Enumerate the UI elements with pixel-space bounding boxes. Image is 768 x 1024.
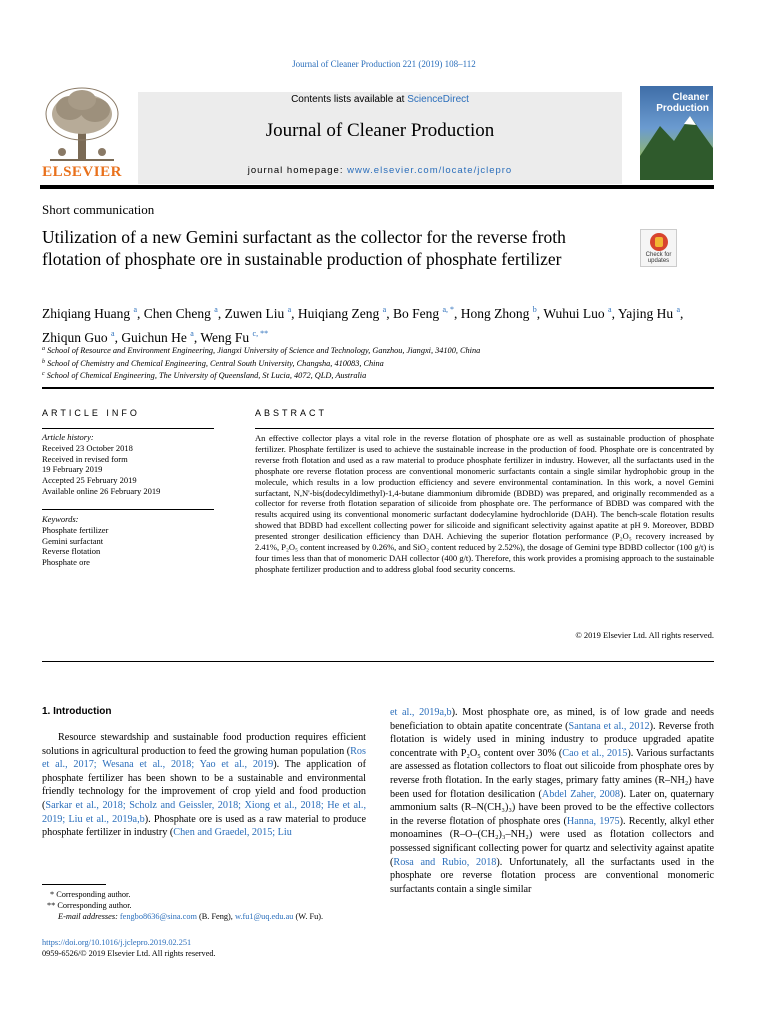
author-list: Zhiqiang Huang $^a$, Chen Cheng $^a$, Zuwen Liu $^a$, Huiqiang Zeng $^a$, Bo Feng $^{a, *}$, Hong Zhong $^b$, Wuhui Luo $^a$, Yajing Hu $^a$, Zhiqun Guo $^a$, Guichun He $^a$, Weng Fu $^{c, **}$ [42,305,684,345]
cover-title: Cleaner Production [656,92,709,114]
divider [42,509,214,510]
citation-link[interactable]: Ros et al., 2017; Wesana et al., 2018; Yao et al., 2019 [42,745,366,771]
body-text: ). Most phosphate ore, as mined, is of low grade and needs beneficiation to obtain apatite concentrate ( [390,707,714,732]
crossmark-icon [650,233,668,251]
citation-link[interactable]: Rosa and Rubio, 2018 [393,856,497,868]
body-text: ). Recently, alkyl ether monoamines (R–O–(CH₂)₃–NH₂) were used as flotation collectors and possessed significant collecting power for quartz and selectivity against apatite ( [390,815,714,868]
abstract-copyright: © 2019 Elsevier Ltd. All rights reserved. [575,630,714,640]
affiliation-key: c [42,371,45,377]
article-history [42,432,214,497]
abstract-text: An effective collector plays a vital role in the reverse flotation of phosphate ore as well as sustainable production of phosphate fertilizer. Phosphate fertilizer is used to achieve the sustainable increase in the production of food. Phosphate ore is concentrated by reverse froth flotation and used as a raw material to produce phosphate fertilizer in industry. However, all the surfactants used in the phosphate ore reverse flotation process are conventional monomeric surfactants contain a single similar hydrophobic group in the molecule, which results in a low production efficiency and severe environmental contamination. In this work, a novel Gemini surfactant, N,N'-bis(dodecyldimethyl)-1,4-butane diammonium dibromide (BDBD) was prepared, and originally recommended as a collector for reverse froth flotation separation of silicoide from phosphate ore. The performance of BDBD was compared with the results acquired using its conventional monomeric surfactant dodecylamine hydrochloride (DAH). The bench-scale flotation results showed that BDBD had excellent collecting power for silicoide and significant selectivity against apatite at pH 9. Moreover, BDBD presented stronger desilication efficiency than DAH. Achieving the superior flotation performance (P₂O₅ recovery increased by 2.41%, P₂O₅ content increased by 0.26%, and SiO₂ content reduced by 2.52%), the dosage of Gemini type BDBD collector (100 g/t) is four times less than that of monomeric DAH collector (400 g/t). Therefore, this work provides a promising approach to the sustainable phosphate fertilizer production and to address global food security concerns. [255,433,714,574]
divider [255,428,714,429]
citation-link[interactable]: Hanna, 1975 [566,815,620,827]
email-link-fu[interactable]: w.fu1@uq.edu.au [234,911,294,921]
author-name[interactable]: Zhiqun Guo [42,330,108,345]
author-name[interactable]: Weng Fu [200,330,250,345]
introduction-column-right [390,706,714,896]
body-text: ). Later on, quaternary ammonium salts (R–N(CH₃)₃) have been proved to be the effective collectors in the reverse flotation of phosphate ores ( [390,788,715,827]
author-name[interactable]: Yajing Hu [617,306,674,321]
author-name[interactable]: Zhiqiang Huang [42,306,131,321]
body-text: Resource stewardship and sustainable food production requires efficient solutions in agricultural production to feed the growing human population ( [42,732,366,757]
journal-cover-image[interactable] [640,86,713,180]
corresponding-author-2: ** Corresponding author. [47,900,132,910]
homepage-label: journal homepage: [247,165,348,176]
sciencedirect-link[interactable]: ScienceDirect [407,94,469,105]
elsevier-tree-logo [40,84,124,184]
doi-link[interactable]: https://doi.org/10.1016/j.jclepro.2019.02.251 [42,938,192,947]
author-name[interactable]: Zuwen Liu [224,306,285,321]
issn-line: 0959-6526/© 2019 Elsevier Ltd. All rights reserved. [42,948,216,958]
tree-icon [40,84,124,164]
history-item: Received 23 October 2018 [42,442,133,453]
author-name[interactable]: Chen Cheng [143,306,211,321]
author-name[interactable]: Guichun He [121,330,187,345]
affiliation-item [42,344,702,357]
history-item: Accepted 25 February 2019 [42,475,137,486]
article-info-heading: ARTICLE INFO [42,408,140,418]
author-affiliation-mark[interactable]: a [111,329,115,338]
affiliation-item [42,369,702,382]
elsevier-wordmark: ELSEVIER [42,164,122,180]
journal-banner [138,92,622,184]
body-text: ). Unfortunately, all the surfactants used in the phosphate ore reverse flotation process are conventional monomeric surfactants contain a single similar [390,856,714,895]
homepage-link[interactable]: www.elsevier.com/locate/jclepro [347,165,513,176]
author-name[interactable]: Huiqiang Zeng [297,306,380,321]
author-affiliation-mark[interactable]: b [532,305,537,314]
history-item: Received in revised form [42,453,128,464]
citation-line[interactable]: Journal of Cleaner Production 221 (2019) 108–112 [292,59,476,69]
affiliation-item [42,357,702,370]
keyword-item: Gemini surfactant [42,535,104,546]
email-addresses [42,912,372,923]
footnote-rule [42,884,106,885]
article-title: Utilization of a new Gemini surfactant as the collector for the reverse froth flotation of phosphate ore in sustainable production of phosphate fertilizer [42,227,566,269]
body-text: ). Phosphate ore is used as a raw material to produce phosphate fertilizer in industry ( [42,813,366,839]
body-text: ). The application of phosphate fertilizer has been shown to be a sustainable and environmental friendly technology for the improvement of crop yield and food production ( [42,759,367,811]
author-affiliation-mark[interactable]: c, ** [252,329,269,338]
history-item: Available online 26 February 2019 [42,485,161,496]
author-affiliation-mark[interactable]: a [133,305,138,314]
header-rule [40,185,714,189]
introduction-column-left [42,731,366,840]
author-affiliation-mark[interactable]: a [287,305,292,314]
author-affiliation-mark[interactable]: a [382,305,387,314]
citation-link[interactable]: Sarkar et al., 2018; Scholz and Geissler, 2018; Xiong et al., 2018; He et al., 2019; Liu et al., 2019a,b [42,799,366,825]
keyword-item: Reverse flotation [42,546,101,557]
email-name-fu: (W. Fu). [293,911,324,921]
corresponding-author-1: * Corresponding author. [50,890,131,899]
keywords-list [42,525,214,568]
affiliation-text: School of Resource and Environment Engineering, Jiangxi University of Science and Technology, Ganzhou, Jiangxi, 34100, China [47,346,481,355]
abstract-heading: ABSTRACT [255,408,328,418]
doi-block [42,938,372,960]
divider [42,428,214,429]
citation-link[interactable]: Cao et al., 2015 [562,747,628,759]
journal-homepage [138,165,622,176]
author-name[interactable]: Hong Zhong [460,306,530,321]
article-type: Short communication [42,202,155,217]
citation-link[interactable]: Chen and Graedel, 2015; Liu [173,827,292,839]
body-text: ). Various surfactants are assessed as flotation collectors to float out silicoide from phosphate ores by reverse froth flotation. In the early stages, primary fatty amines (R–NH₂) have been used for flotation desilication ( [390,747,714,800]
affiliations [42,344,702,382]
contents-line [138,94,622,105]
footnotes [42,890,372,922]
author-name[interactable]: Bo Feng [392,306,440,321]
author-affiliation-mark[interactable]: a, * [442,305,455,314]
author-affiliation-mark[interactable]: a [190,329,194,338]
keyword-item: Phosphate fertilizer [42,524,109,535]
email-link-feng[interactable]: fengbo8636@sina.com [119,911,197,921]
affiliation-text: School of Chemistry and Chemical Engineering, Central South University, Changsha, 410083, China [47,358,384,368]
body-text: ). Reverse froth flotation is widely used in mining industry to produce upgraded apatite concentrate with P₂O₅ content over 30% ( [390,720,714,759]
affiliation-text: School of Chemical Engineering, The University of Queensland, St Lucia, 4072, QLD, Australia [46,371,367,380]
citation-link[interactable]: Santana et al., 2012 [568,720,650,732]
journal-title: Journal of Cleaner Production [265,120,495,141]
affiliation-key: b [42,358,45,365]
keywords [42,514,214,568]
divider [42,387,714,389]
introduction-heading: 1. Introduction [42,706,112,717]
email-label: E-mail addresses: [58,911,118,921]
check-for-updates-badge[interactable] [640,229,677,267]
history-label: Article history: [42,432,94,442]
crossmark-label: Check for updates [645,252,672,264]
history-list [42,443,214,497]
keyword-item: Phosphate ore [42,557,90,568]
email-name-feng: (B. Feng), [196,911,235,921]
keywords-label: Keywords: [42,514,79,524]
divider [42,661,714,662]
history-item: 19 February 2019 [42,464,103,475]
citation-link[interactable]: Abdel Zaher, 2008 [541,788,620,800]
author-affiliation-mark[interactable]: a [214,305,218,314]
author-affiliation-mark[interactable]: a [676,305,681,314]
author-affiliation-mark[interactable]: a [608,305,612,314]
contents-prefix: Contents lists available at [291,94,408,105]
journal-header [40,84,728,184]
citation-link[interactable]: et al., 2019a,b [390,707,452,718]
affiliation-key: a [42,346,45,352]
author-name[interactable]: Wuhui Luo [543,306,605,321]
